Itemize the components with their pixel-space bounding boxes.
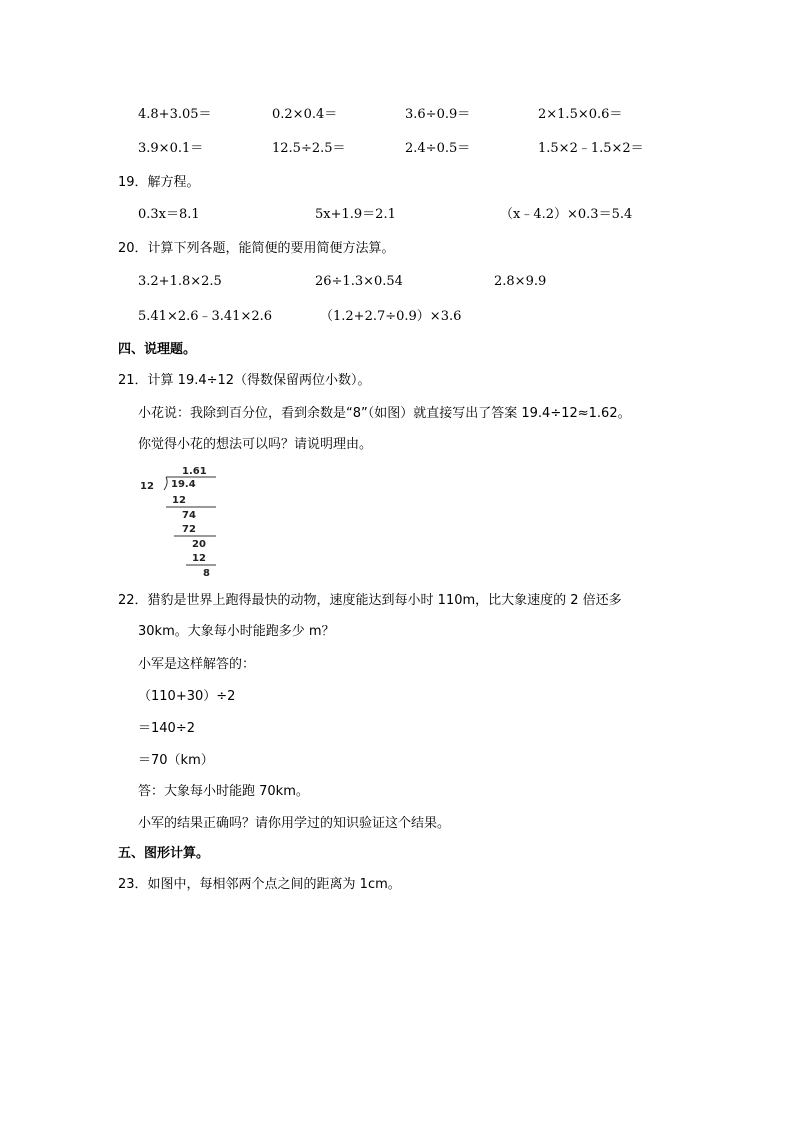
calc-item: 26÷1.3×0.54 — [315, 274, 403, 289]
section-heading: 五、图形计算。 — [118, 846, 210, 861]
q22-line: （110+30）÷2 — [138, 689, 236, 704]
calc-item: 3.6÷0.9＝ — [405, 107, 471, 122]
equation-item: 5x+1.9＝2.1 — [315, 207, 396, 222]
calc-item: 2.8×9.9 — [494, 274, 547, 289]
calc-item: 3.9×0.1＝ — [138, 141, 204, 156]
calc-item: 3.2+1.8×2.5 — [138, 274, 222, 289]
division-step: 74 — [182, 510, 196, 521]
q20-title: 20．计算下列各题，能简便的要用简便方法算。 — [118, 241, 395, 256]
division-step: 20 — [192, 539, 206, 550]
equation-item: 0.3x＝8.1 — [138, 207, 200, 222]
division-step: 72 — [182, 524, 196, 535]
q22-line: 22．猎豹是世界上跑得最快的动物，速度能达到每小时 110m，比大象速度的 2 倍还多 — [118, 593, 622, 608]
calc-item: 1.5×2﹣1.5×2＝ — [538, 141, 644, 156]
long-division-figure — [136, 462, 226, 580]
section-heading: 四、说理题。 — [118, 342, 197, 357]
q22-line: 30km。大象每小时能跑多少 m？ — [138, 624, 335, 639]
division-step: 8 — [203, 568, 210, 579]
q22-line: 答：大象每小时能跑 70km。 — [138, 784, 309, 799]
q23-title: 23．如图中，每相邻两个点之间的距离为 1cm。 — [118, 877, 401, 892]
q19-title: 19．解方程。 — [118, 175, 200, 190]
division-divisor: 12 — [140, 481, 154, 492]
q22-line: 小军是这样解答的： — [138, 657, 256, 672]
equation-item: （x﹣4.2）×0.3＝5.4 — [500, 207, 633, 222]
calc-item: 0.2×0.4＝ — [272, 107, 338, 122]
calc-item: 2.4÷0.5＝ — [405, 141, 471, 156]
calc-item: 5.41×2.6﹣3.41×2.6 — [138, 309, 273, 324]
calc-item: 4.8+3.05＝ — [138, 107, 212, 122]
calc-item: 12.5÷2.5＝ — [272, 141, 346, 156]
q21-line: 你觉得小花的想法可以吗？请说明理由。 — [138, 437, 373, 452]
q21-title: 21．计算 19.4÷12（得数保留两位小数）。 — [118, 373, 371, 388]
calc-item: （1.2+2.7÷0.9）×3.6 — [320, 309, 462, 324]
q22-line: 小军的结果正确吗？请你用学过的知识验证这个结果。 — [138, 816, 451, 831]
division-quotient: 1.61 — [182, 466, 207, 477]
q21-line: 小花说：我除到百分位，看到余数是“8”（如图）就直接写出了答案 19.4÷12≈1.62。 — [138, 406, 631, 421]
division-step: 12 — [192, 553, 206, 564]
division-dividend: 19.4 — [171, 479, 196, 490]
q22-line: ＝140÷2 — [138, 721, 195, 736]
q22-line: ＝70（km） — [138, 753, 214, 768]
calc-item: 2×1.5×0.6＝ — [538, 107, 623, 122]
division-step: 12 — [172, 495, 186, 506]
